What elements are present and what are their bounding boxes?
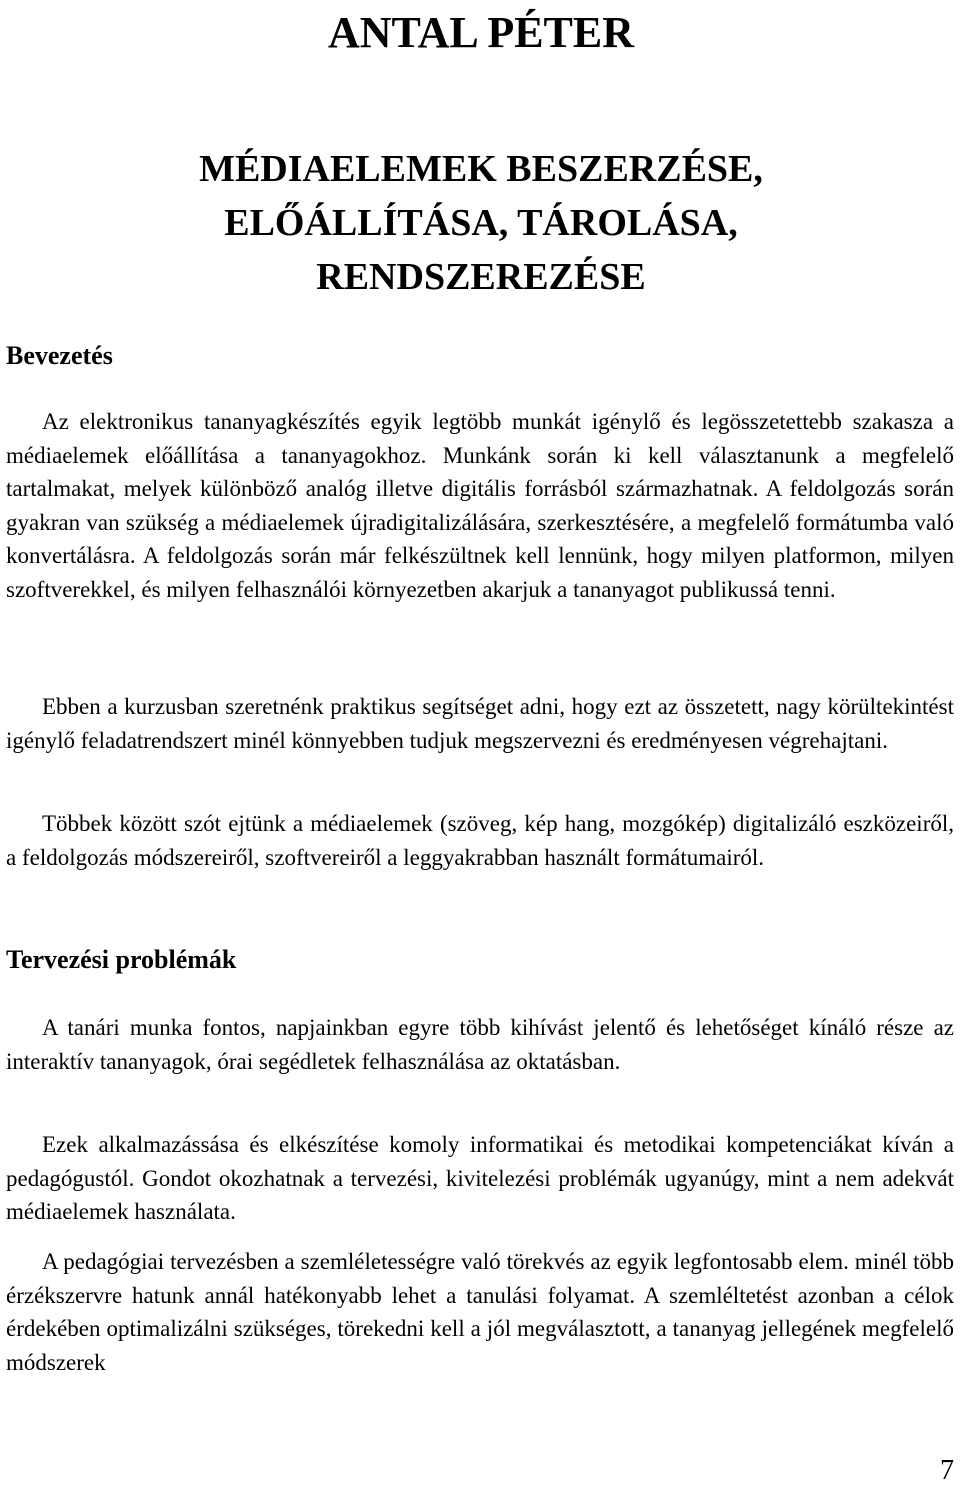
document-title <box>0 142 960 304</box>
paragraph: Az elektronikus tananyagkészítés egyik legtöbb munkát igénylő és legösszetettebb szakasza a médiaelemek előállítása a tananyagokhoz. Munkánk során ki kell választanunk a megfelelő tartalmakat, melyek különböző analóg illetve digitális forrásból származhatnak. A feldolgozás során gyakran van szükség a médiaelemek újradigitalizálására, szerkesztésére, a megfelelő formátumba való konvertálásra. A feldolgozás során már felkészültnek kell lennünk, hogy milyen platformon, milyen szoftverekkel, és milyen felhasználói környezetben akarjuk a tananyagot publikussá tenni. <box>6 409 954 602</box>
title-line: RENDSZEREZÉSE <box>316 256 646 298</box>
paragraph: A tanári munka fontos, napjainkban egyre több kihívást jelentő és lehetőséget kínáló része az interaktív tananyagok, órai segédletek felhasználása az oktatásban. <box>6 1015 954 1074</box>
paragraph: A pedagógiai tervezésben a szemléletességre való törekvés az egyik legfontosabb elem. minél több érzékszervre hatunk annál hatékonyabb lehet a tanulási folyamat. A szemléltetést azonban a célok érdekében optimalizálni szükséges, törekedni kell a jól megválasztott, a tananyag jellegének megfelelő módszerek <box>6 1249 954 1375</box>
paragraph: Többek között szót ejtünk a médiaelemek (szöveg, kép hang, mozgókép) digitalizáló eszközeiről, a feldolgozás módszereiről, szoftvereiről a leggyakrabban használt formátumairól. <box>6 811 954 870</box>
paragraph: Ebben a kurzusban szeretnénk praktikus segítséget adni, hogy ezt az összetett, nagy körültekintést igénylő feladatrendszert minél könnyebben tudjuk megszervezni és eredményesen végrehajtani. <box>6 694 954 753</box>
section-heading-design-problems: Tervezési problémák <box>6 945 237 974</box>
author-name: ANTAL PÉTER <box>327 8 635 57</box>
paragraph: Ezek alkalmazássása és elkészítése komoly informatikai és metodikai kompetenciákat kíván a pedagógustól. Gondot okozhatnak a tervezési, kivitelezési problémák ugyanúgy, mint a nem adekvát médiaelemek használata. <box>6 1132 954 1225</box>
title-line: MÉDIAELEMEK BESZERZÉSE, <box>199 148 763 190</box>
section-heading-introduction: Bevezetés <box>6 341 113 370</box>
title-line: ELŐÁLLÍTÁSA, TÁROLÁSA, <box>224 202 738 244</box>
page-number: 7 <box>940 1455 954 1486</box>
